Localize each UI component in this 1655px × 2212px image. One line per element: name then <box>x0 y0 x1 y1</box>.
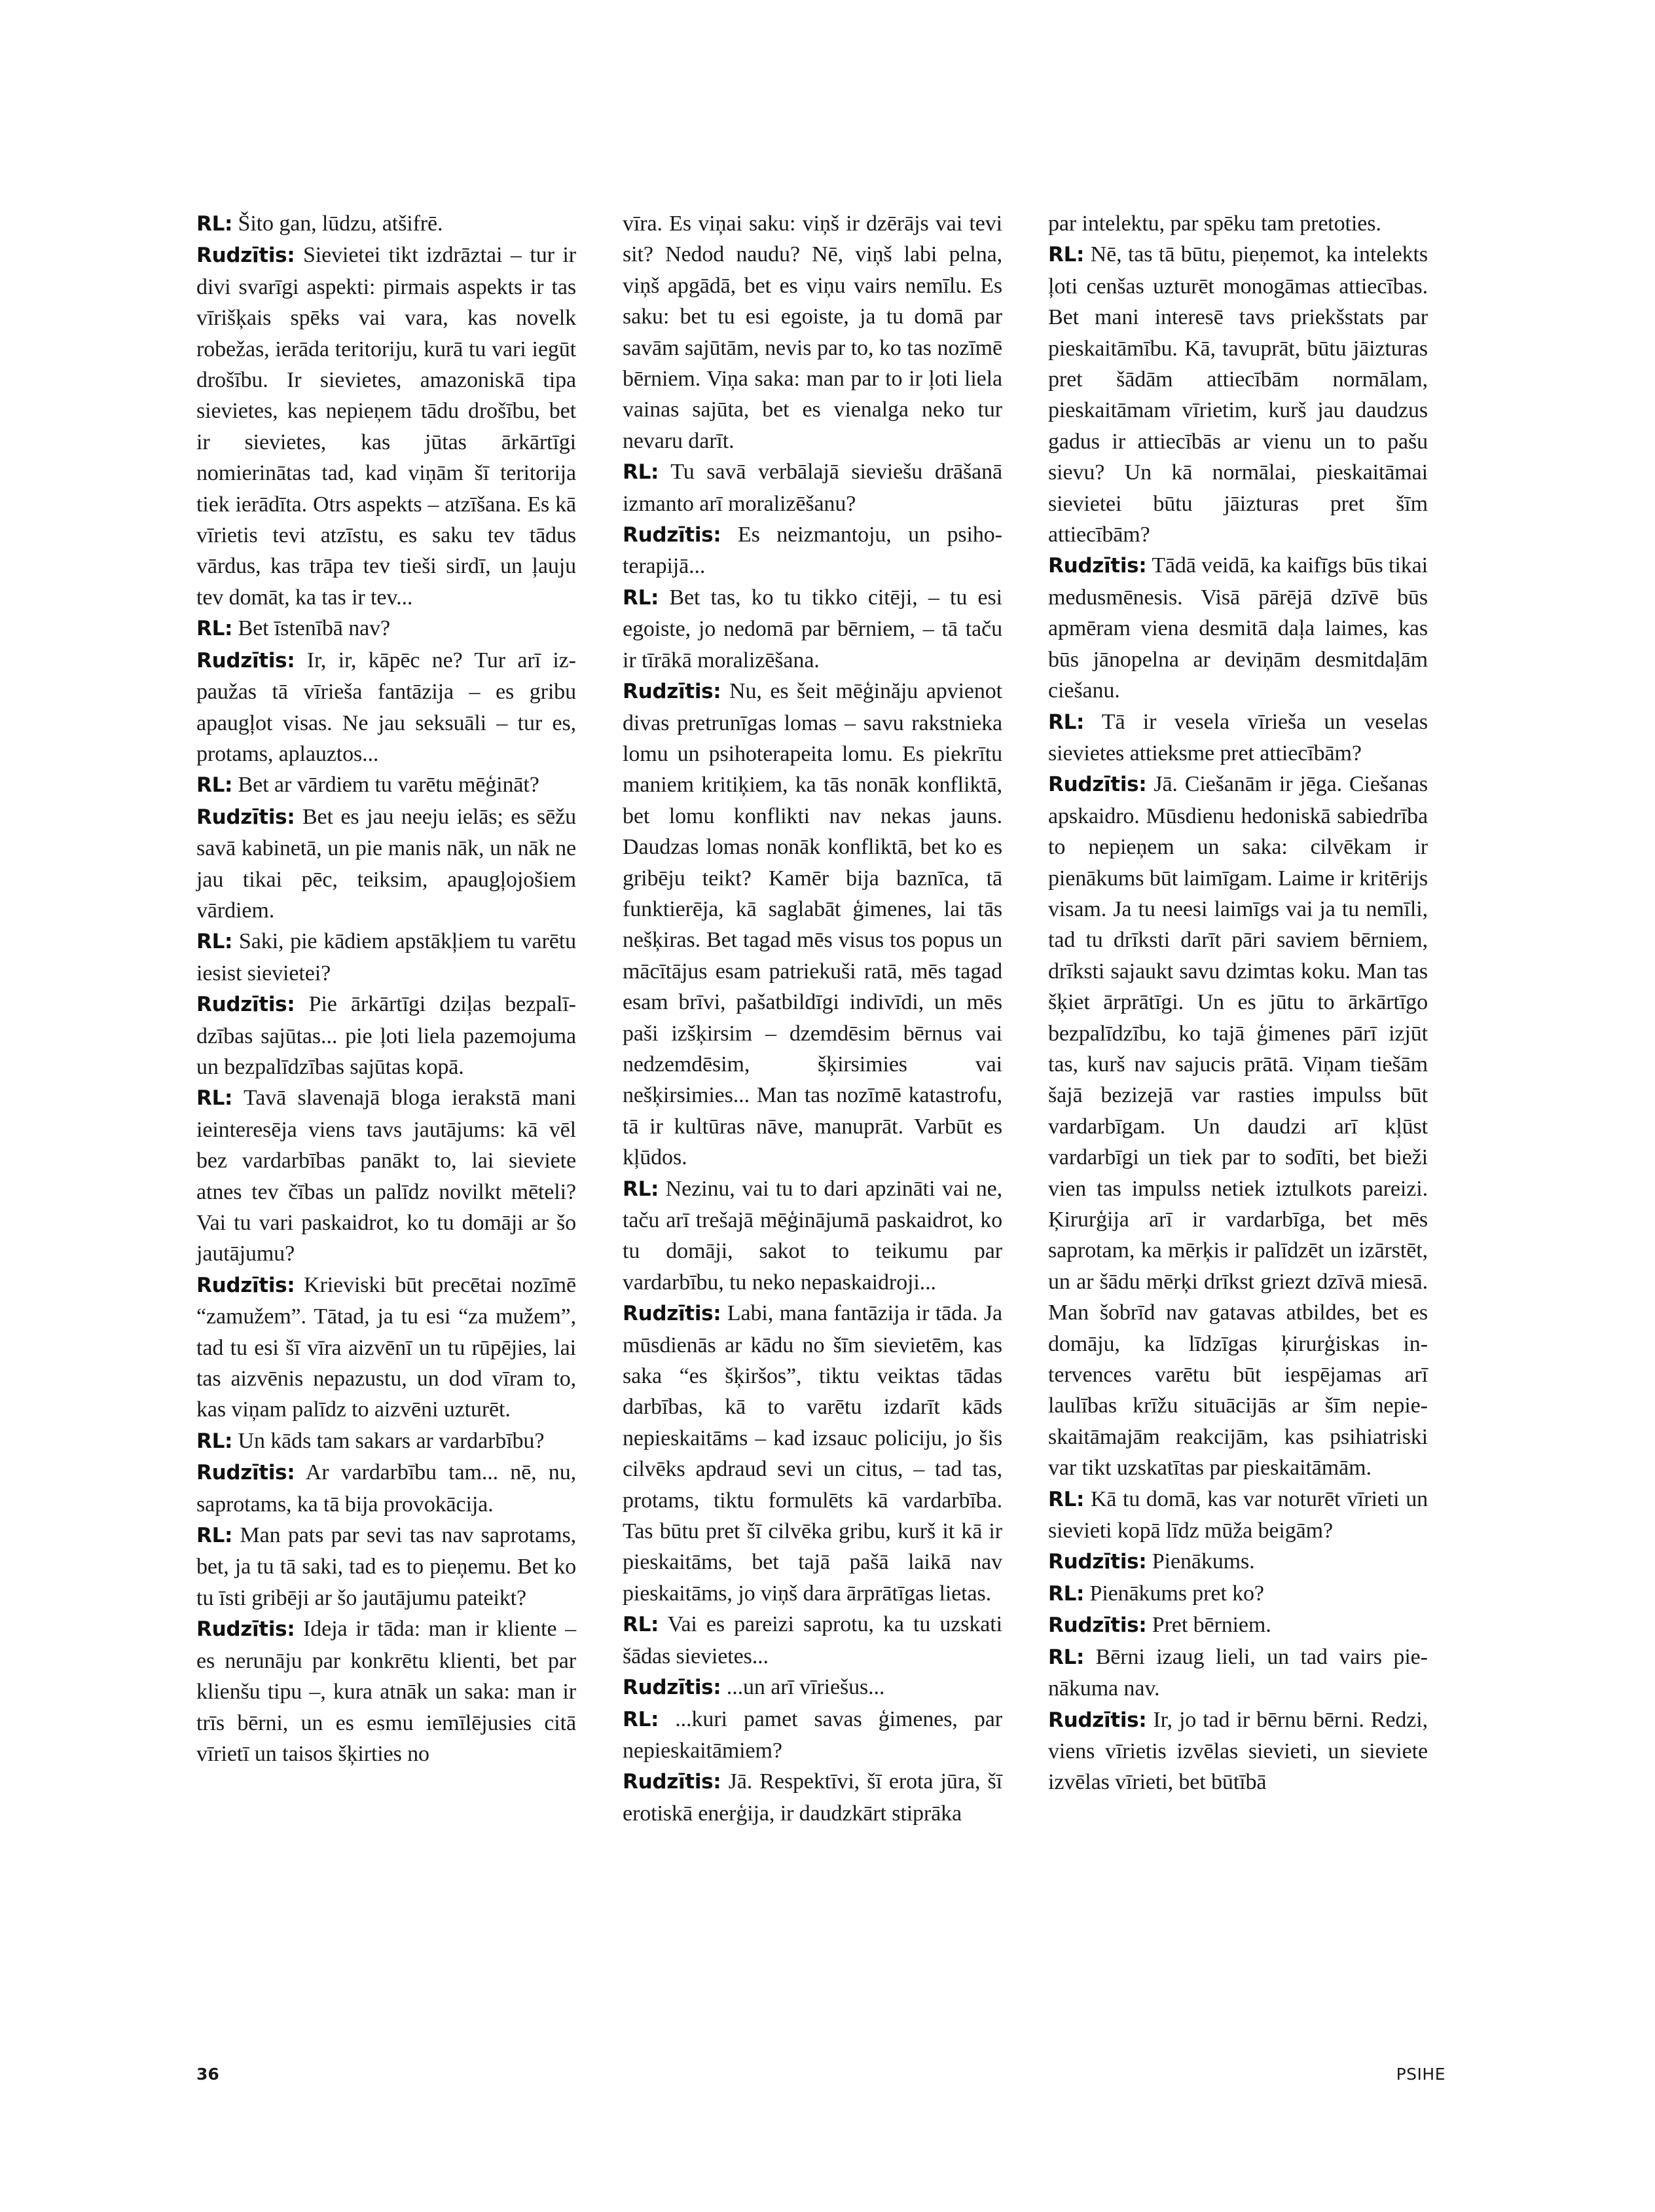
paragraph-text: ...kuri pamet savas ģimenes, par nepieskaitāmiem? <box>623 1706 1002 1763</box>
interview-paragraph <box>196 645 576 770</box>
interview-paragraph <box>196 613 576 644</box>
interview-paragraph <box>196 1520 576 1613</box>
interview-paragraph <box>196 802 576 927</box>
paragraph-text: Pienākums pret ko? <box>1084 1581 1264 1606</box>
text-column-1 <box>196 208 576 1769</box>
paragraph-text: Bet tas, ko tu tikko citēji, – tu esi egoiste, jo nedomā par bērniem, – tā taču ir tīrākā moralizēšana. <box>623 585 1002 673</box>
paragraph-text: Tādā veidā, ka kaifīgs būs tikai medusmēnesis. Visā pārējā dzīvē būs apmēram viena desmitā daļa laimes, kas būs jānopelna ar deviņām desmitdaļām ciešanu. <box>1048 553 1428 703</box>
interview-paragraph <box>1048 707 1428 769</box>
interview-paragraph <box>623 1173 1002 1299</box>
paragraph-text: Ir, ir, kāpēc ne? Tur arī izpaužas tā vīrieša fantāzija – es gribu apaugļot visas. Ne jau seksuāli – tur es, protams, aplauztos... <box>196 648 576 766</box>
interview-paragraph <box>623 1672 1002 1703</box>
interview-paragraph <box>196 926 576 989</box>
speaker-label: Rudzītis: <box>196 993 295 1017</box>
speaker-label: RL: <box>1048 243 1085 267</box>
interview-paragraph <box>1048 1578 1428 1610</box>
interview-paragraph <box>196 1082 576 1269</box>
paragraph-text: Vai es pareizi saprotu, ka tu uzskati šādas sievietes... <box>623 1612 1002 1668</box>
text-column-3 <box>1048 208 1428 1798</box>
paragraph-text: Tā ir vesela vīrieša un veselas sievietes attieksme pret attiecībām? <box>1048 709 1428 765</box>
speaker-label: RL: <box>196 773 233 798</box>
paragraph-text: par intelektu, par spēku tam pretoties. <box>1048 212 1381 236</box>
speaker-label: Rudzītis: <box>196 244 295 268</box>
interview-paragraph <box>196 1457 576 1520</box>
paragraph-text: Jā. Ciešanām ir jēga. Ciešanas apskaidro. Mūsdienu hedoniskā sabiedrība to nepieņem un saka: cilvēkam ir pienākums būt laimīgam. Laime ir kritērijs visam. Ja tu neesi laimīgs vai ja tu nemīli, tad tu drīksti darīt pāri saviem bērniem, drīksti sajaukt savu dzimtas koku. Man tas šķiet ārprātīgi. Un es jūtu to ārkārtīgo bezpalīdzību, ko tajā ģimenes pārī izjūt tas, kurš nav sajucis prātā. Viņam tiešām šajā bezizejā var rasties impulss būt vardarbīgam. Un daudzi arī kļūst vardarbīgi un tiek par to sodīti, bet bieži vien tas impulss netiek iztulkots pareizi. Ķirurģija arī ir vardarbīga, bet mēs saprotam, ka mērķis ir palīdzēt un izārstēt, un ar šādu mērķi drīkst griezt dzīvā miesā. Man šobrīd nav gatavas atbildes, bet es domāju, ka līdzīgas ķirurģiskas intervences varētu būt iespējamas arī laulības krīžu situācijās ar šīm nepieskaitāmajām reakcijām, kas psihiatriski var tikt uzskatītas par pieskaitāmām. <box>1048 772 1428 1481</box>
speaker-label: Rudzītis: <box>196 1461 295 1485</box>
speaker-label: RL: <box>623 1177 659 1201</box>
paragraph-text: Kā tu domā, kas var noturēt vīrieti un sievieti kopā līdz mūža beigām? <box>1048 1486 1428 1543</box>
interview-paragraph <box>196 769 576 801</box>
interview-paragraph <box>196 208 576 240</box>
paragraph-text: Es neizmantoju, un psihoterapijā... <box>623 523 1002 579</box>
text-column-2 <box>623 208 1002 1829</box>
paragraph-text: Tavā slavenajā bloga ierakstā mani ieinteresēja viens tavs jautājums: kā vēl bez vardarbības panākt to, lai sieviete atnes tev čības un palīdz novilkt mēteli? Vai tu vari paskaidrot, ko tu domāji ar šo jautājumu? <box>196 1086 576 1266</box>
speaker-label: Rudzītis: <box>623 1676 721 1700</box>
speaker-label: Rudzītis: <box>1048 1708 1147 1732</box>
page-number: 36 <box>196 2065 219 2084</box>
interview-paragraph <box>1048 1705 1428 1798</box>
paragraph-text: Bet ar vārdiem tu varētu mēģināt? <box>232 773 539 798</box>
interview-paragraph <box>1048 1642 1428 1705</box>
interview-paragraph <box>623 1298 1002 1609</box>
interview-paragraph <box>1048 1546 1428 1577</box>
speaker-label: Rudzītis: <box>623 1770 721 1794</box>
paragraph-text: Nu, es šeit mēģinăju apvienot divas pretrunīgas lomas – savu rakstnieka lomu un psihoterapeita lomu. Es piekrītu maniem kritiķiem, ka tās nonāk konfliktā, bet lomu konflikti nav nekas jauns. Daudzas lomas nonāk konfliktā, bet ko es gribēju teikt? Kamēr bija baznīca, tā funktierēja, kā saglabāt ģimenes, lai tās nešķiras. Bet tagad mēs visus tos popus un mācītājus esam patriekuši ratā, mēs tagad esam brīvi, pašatbildīgi indivīdi, un mēs paši izšķirsim – dzemdēsim bērnus vai nedzemdēsim, šķirsimies vai nešķirsimies... Man tas nozīmē katastrofu, tā ir kultūras nāve, manuprāt. Varbūt es kļūdos. <box>623 679 1002 1170</box>
speaker-label: Rudzītis: <box>623 1302 721 1326</box>
paragraph-text: Šito gan, lūdzu, atšifrē. <box>232 212 443 236</box>
paragraph-text: Ar vardarbību tam... nē, nu, saprotams, ka tā bija provokācija. <box>196 1460 576 1517</box>
speaker-label: RL: <box>196 1086 233 1111</box>
interview-paragraph <box>1048 550 1428 706</box>
interview-paragraph <box>196 1270 576 1426</box>
speaker-label: Rudzītis: <box>196 805 295 829</box>
interview-paragraph <box>623 1766 1002 1829</box>
paragraph-text: Jā. Respektīvi, šī erota jūra, šī erotiskā enerģija, ir daudzkārt stiprāka <box>623 1769 1002 1826</box>
speaker-label: Rudzītis: <box>623 680 721 704</box>
interview-paragraph <box>196 989 576 1082</box>
paragraph-text: Bet īstenībā nav? <box>232 616 390 641</box>
speaker-label: RL: <box>196 617 233 641</box>
speaker-label: Rudzītis: <box>1048 554 1147 578</box>
interview-paragraph <box>1048 208 1428 239</box>
paragraph-text: Pie ārkārtīgi dziļas bezpalīdzības sajūtas... pie ļoti liela pazemojuma un bezpalīdzības sajūtas kopā. <box>196 992 576 1079</box>
paragraph-text: Pienākums. <box>1146 1549 1255 1574</box>
speaker-label: Rudzītis: <box>196 1273 295 1297</box>
interview-paragraph <box>623 208 1002 456</box>
speaker-label: Rudzītis: <box>1048 1613 1147 1638</box>
speaker-label: RL: <box>196 930 233 954</box>
speaker-label: RL: <box>1048 710 1085 734</box>
interview-paragraph <box>623 582 1002 676</box>
paragraph-text: Nezinu, vai tu to dari apzināti vai ne, taču arī trešajā mēģinājumā paskaidrot, ko tu domāji, sakot to teikumu par vardarbību, tu neko nepaskaidroji... <box>623 1176 1002 1295</box>
paragraph-text: Bērni izaug lieli, un tad vairs pienākuma nav. <box>1048 1644 1428 1701</box>
interview-paragraph <box>196 1613 576 1769</box>
speaker-label: RL: <box>1048 1487 1085 1511</box>
paragraph-text: Sievietei tikt izdrāztai – tur ir divi svarīgi aspekti: pirmais aspekts ir tas vīrišķais spēks vai vara, kas novelk robežas, ierāda teritoriju, kurā tu vari iegūt drošību. Ir sievietes, amazoniskā tipa sievietes, kas nepieņem tādu drošību, bet ir sievietes, kas jūtas ārkārtīgi nomierinātas tad, kad viņām šī teritorija tiek ierādīta. Otrs aspekts – atzīšana. Es kā vīrietis tevi atzīstu, es saku tev tādus vārdus, kas trāpa tev tieši sirdī, un ļauju tev domāt, ka tas ir tev... <box>196 243 576 610</box>
paragraph-text: Ir, jo tad ir bērnu bērni. Redzi, viens vīrietis izvēlas sievieti, un sieviete izvēlas vīrieti, bet būtībā <box>1048 1707 1428 1795</box>
interview-paragraph <box>623 676 1002 1173</box>
interview-paragraph <box>623 1609 1002 1672</box>
paragraph-text: ...un arī vīriešus... <box>721 1675 885 1700</box>
interview-paragraph <box>1048 1484 1428 1547</box>
interview-paragraph <box>196 1426 576 1457</box>
paragraph-text: Un kāds tam sakars ar vardarbību? <box>232 1428 545 1453</box>
paragraph-text: Pret bērniem. <box>1146 1613 1271 1638</box>
interview-paragraph <box>196 240 576 613</box>
paragraph-text: Man pats par sevi tas nav saprotams, bet, ja tu tā saki, tad es to pieņemu. Bet ko tu īsti gribēji ar šo jautājumu pateikt? <box>196 1523 576 1610</box>
speaker-label: RL: <box>623 585 659 610</box>
speaker-label: RL: <box>623 1707 659 1731</box>
speaker-label: RL: <box>196 212 233 236</box>
paragraph-text: Saki, pie kādiem apstākļiem tu varētu iesist sievietei? <box>196 929 576 986</box>
speaker-label: RL: <box>196 1524 233 1548</box>
paragraph-text: Labi, mana fantāzija ir tāda. Ja mūsdienās ar kādu no šīm sievietēm, kas saka “es šķiršos”, tiktu veiktas tādas darbības, kā to varētu izdarīt kāds nepieskaitāms – kad izsauc policiju, jo šis cilvēks apdraud sevi un citus, – tad tas, protams, tiktu formulēts kā vardarbība. Tas būtu pret šī cilvēka gribu, kurš it kā ir pieskaitāms, bet tajā pašā laikā nav pieskaitāms, jo viņš dara ārprātīgas lietas. <box>623 1301 1002 1606</box>
paragraph-text: Ideja ir tāda: man ir kliente – es nerunāju par konkrētu klienti, bet par klienšu tipu –, kura atnāk un saka: man ir trīs bērni, un es esmu iemīlējusies citā vīrietī un taisos šķirties no <box>196 1617 576 1766</box>
paragraph-text: Bet es jau neeju ielās; es sēžu savā kabinetā, un pie manis nāk, un nāk ne jau tikai pēc, teiksim, apaugļojošiem vārdiem. <box>196 804 576 923</box>
speaker-label: Rudzītis: <box>196 1617 295 1642</box>
interview-paragraph <box>1048 769 1428 1483</box>
paragraph-text: Tu savā verbālajā sieviešu drāšanā izmanto arī moralizēšanu? <box>623 460 1002 516</box>
speaker-label: RL: <box>1048 1645 1085 1669</box>
speaker-label: RL: <box>623 1613 659 1637</box>
speaker-label: Rudzītis: <box>623 523 721 547</box>
speaker-label: Rudzītis: <box>1048 773 1147 797</box>
paragraph-text: Nē, tas tā būtu, pieņemot, ka intelekts ļoti cenšas uzturēt monogāmas attiecības. Bet mani interesē tavs priekšstats par pieskaitāmību. Kā, tavuprāt, būtu jāizturas pret šādām attiecībām normālam, pieskaitāmam vīrietim, kurš jau daudzus gadus ir attiecībās ar vienu un to pašu sievu? Un kā normālai, pieskaitāmai sievietei būtu jāizturas pret šīm attiecībām? <box>1048 242 1428 547</box>
speaker-label: RL: <box>196 1429 233 1453</box>
speaker-label: Rudzītis: <box>1048 1550 1147 1574</box>
speaker-label: RL: <box>1048 1581 1085 1606</box>
interview-paragraph <box>623 519 1002 582</box>
paragraph-text: vīra. Es viņai saku: viņš ir dzērājs vai tevi sit? Nedod naudu? Nē, viņš labi pelna, viņš apgādā, bet es viņu vairs nemīlu. Es saku: bet tu esi egoiste, ja tu domā par savām sajūtām, nevis par to, ko tas nozīmē bērniem. Viņa saka: man par to ir ļoti liela vainas sajūta, bet es vienalga neko tur nevaru darīt. <box>623 212 1002 453</box>
interview-paragraph <box>623 456 1002 519</box>
speaker-label: Rudzītis: <box>196 648 295 673</box>
interview-paragraph <box>1048 239 1428 550</box>
speaker-label: RL: <box>623 460 659 485</box>
interview-paragraph <box>1048 1610 1428 1641</box>
paragraph-text: Krieviski būt precētai nozīmē “zamužem”. Tātad, ja tu esi “za mužem”, tad tu esi šī vīra aizvēnī un tu rūpējies, lai tas aizvēnis nepazustu, un dod vīram to, kas viņam palīdz to aizvēni uzturēt. <box>196 1272 576 1422</box>
interview-paragraph <box>623 1704 1002 1767</box>
magazine-name: PSIHE <box>1396 2065 1446 2084</box>
